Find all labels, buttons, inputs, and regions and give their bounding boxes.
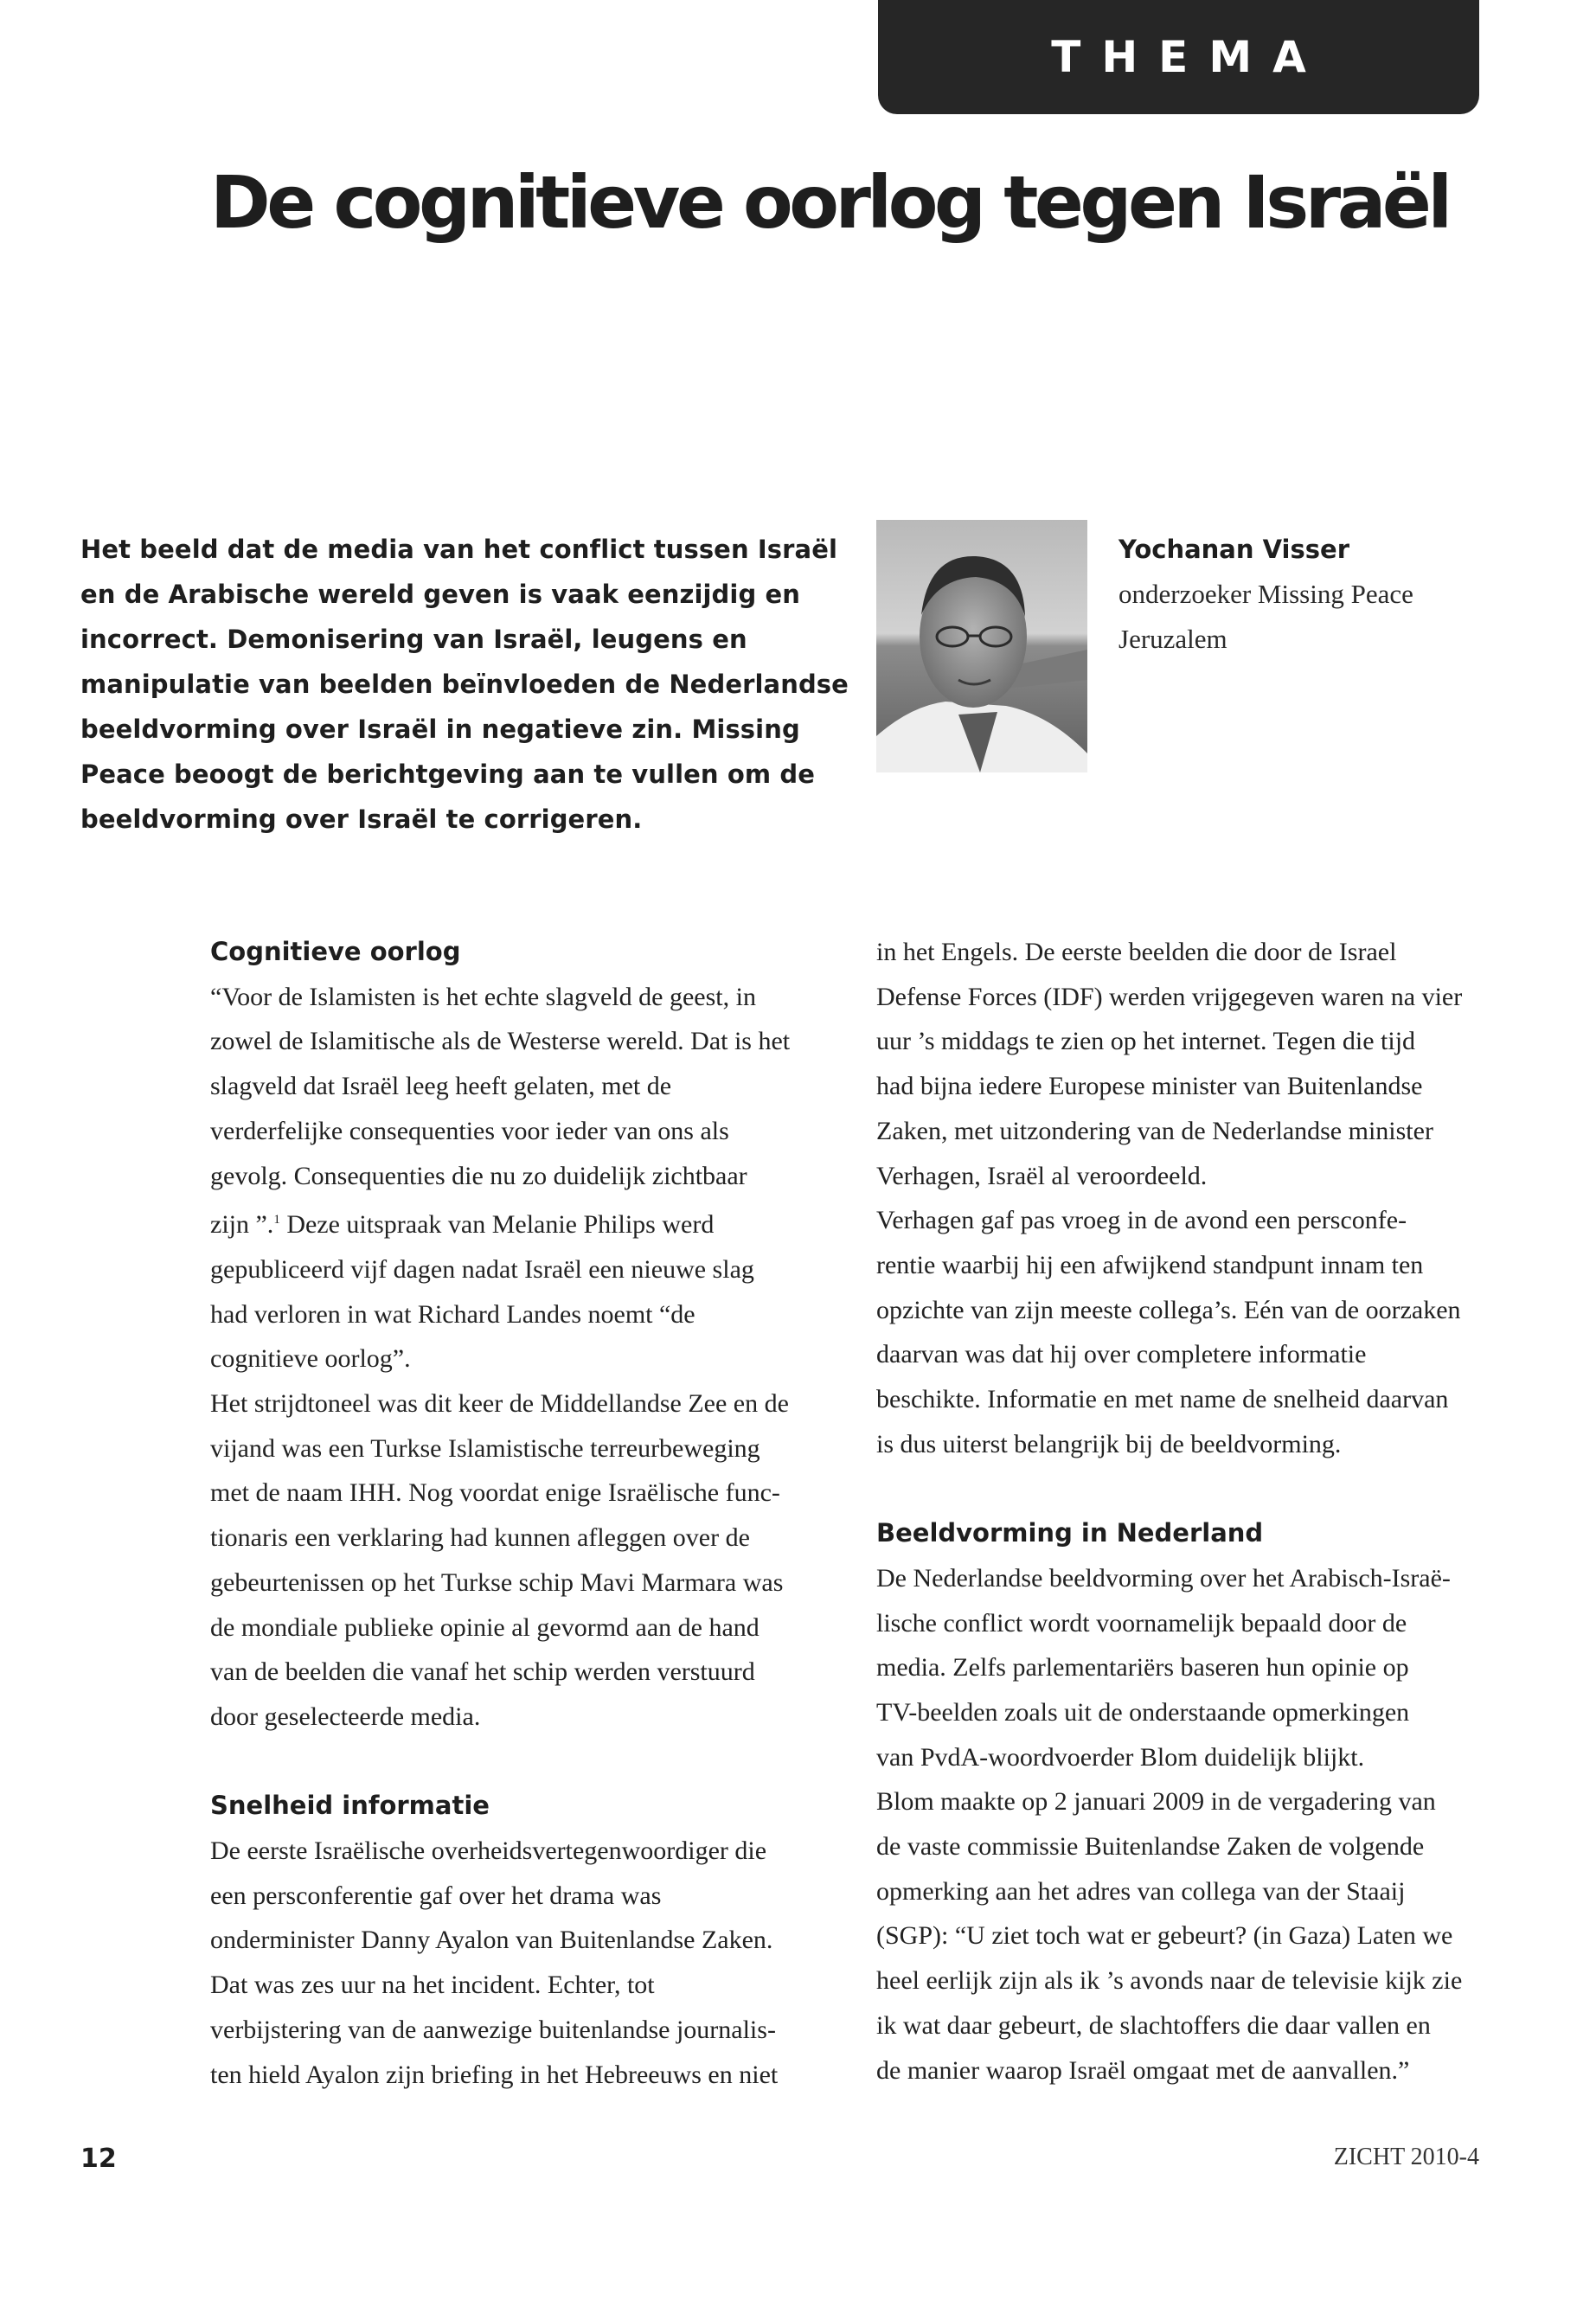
text-line: [210, 1247, 833, 1292]
text-line: [876, 1332, 1486, 1377]
text-line: [210, 1561, 833, 1606]
text-fragment: cognitieve oorlog”.: [210, 1344, 411, 1374]
text-fragment: gepubliceerd vijf dagen nadat Israël een nieuwe slag: [210, 1254, 754, 1284]
text-line: [876, 1288, 1486, 1333]
text-fragment: gevolg. Consequenties die nu zo duidelijk zichtbaar: [210, 1161, 747, 1190]
text-fragment: verderfelijke consequenties voor ieder van ons als: [210, 1116, 729, 1145]
body-column-right: [876, 930, 1486, 2093]
section-tab-label: THEMA: [1051, 32, 1327, 82]
lead-line: en de Arabische wereld geven is vaak eenzijdig en: [80, 580, 801, 609]
text-line: [876, 1824, 1486, 1869]
text-line: [210, 1109, 833, 1154]
text-line: [876, 1869, 1486, 1914]
text-fragment: een persconferentie gaf over het drama was: [210, 1881, 662, 1910]
text-fragment: ten hield Ayalon zijn briefing in het Hebreeuws en niet: [210, 2060, 779, 2089]
text-line: [876, 1377, 1486, 1422]
text-line: [210, 1154, 833, 1199]
article-title: De cognitieve oorlog tegen Israël: [210, 160, 1449, 245]
lead-line: Peace beoogt de berichtgeving aan te vullen om de: [80, 760, 816, 789]
text-line: [876, 1109, 1486, 1154]
text-line: [876, 1154, 1486, 1199]
text-line: [876, 1556, 1486, 1601]
text-line: [210, 2053, 833, 2098]
text-fragment: lische conflict wordt voornamelijk bepaald door de: [876, 1608, 1407, 1638]
text-fragment: daarvan was dat hij over completere informatie: [876, 1340, 1367, 1369]
text-line: [876, 1019, 1486, 1064]
text-fragment: had bijna iedere Europese minister van Buitenlandse: [876, 1072, 1423, 1101]
text-fragment: vijand was een Turkse Islamistische terreurbeweging: [210, 1433, 760, 1463]
text-fragment: Deze uitspraak van Melanie Philips werd: [279, 1210, 715, 1240]
text-line: [876, 930, 1486, 975]
text-fragment: De eerste Israëlische overheidsvertegenwoordiger die: [210, 1836, 767, 1866]
text-line: [210, 1874, 833, 1919]
text-fragment: uur ’s middags te zien op het internet. Tegen die tijd: [876, 1027, 1416, 1056]
text-line: [210, 1381, 833, 1426]
text-line: [210, 1829, 833, 1874]
text-line: [210, 1198, 833, 1247]
text-fragment: slagveld dat Israël leeg heeft gelaten, met de: [210, 1072, 672, 1101]
section-heading: Cognitieve oorlog: [210, 937, 461, 966]
lead-line: incorrect. Demonisering van Israël, leugens en: [80, 625, 747, 654]
text-fragment: Verhagen gaf pas vroeg in de avond een persconfe-: [876, 1206, 1407, 1235]
text-fragment: Het strijdtoneel was dit keer de Middellandse Zee en de: [210, 1389, 789, 1419]
text-fragment: media. Zelfs parlementariërs baseren hun opinie op: [876, 1653, 1409, 1682]
text-fragment: Dat was zes uur na het incident. Echter, tot: [210, 1971, 655, 2000]
text-fragment: (SGP): “U ziet toch wat er gebeurt? (in Gaza) Laten we: [876, 1921, 1453, 1951]
text-line: [210, 2008, 833, 2053]
text-line: [876, 1735, 1486, 1780]
text-line: [210, 1064, 833, 1109]
text-fragment: van PvdA-woordvoerder Blom duidelijk blijkt.: [876, 1742, 1365, 1772]
text-fragment: de mondiale publieke opinie al gevormd aan de hand: [210, 1612, 760, 1642]
text-fragment: Zaken, met uitzondering van de Nederlandse minister: [876, 1116, 1433, 1145]
text-line: [876, 1601, 1486, 1646]
text-fragment: met de naam IHH. Nog voordat enige Israëlische func-: [210, 1478, 780, 1508]
section-heading: Snelheid informatie: [210, 1791, 490, 1821]
text-line: [876, 1779, 1486, 1824]
text-fragment: gebeurtenissen op het Turkse schip Mavi Marmara was: [210, 1567, 784, 1597]
author-role: onderzoeker Missing Peace: [1118, 579, 1413, 609]
text-fragment: de manier waarop Israël omgaat met de aanvallen.”: [876, 2055, 1410, 2085]
text-line: [210, 1650, 833, 1695]
author-info: [1118, 527, 1413, 662]
text-line: [876, 1690, 1486, 1735]
text-fragment: tionaris een verklaring had kunnen afleggen over de: [210, 1523, 750, 1553]
lead-paragraph: [80, 527, 849, 842]
text-line: [210, 1516, 833, 1561]
text-line: [210, 1336, 833, 1381]
text-line: [876, 1243, 1486, 1288]
text-line: [210, 1963, 833, 2008]
text-fragment: De Nederlandse beeldvorming over het Arabisch-Israë-: [876, 1563, 1451, 1593]
author-name: Yochanan Visser: [1118, 535, 1349, 564]
text-fragment: Defense Forces (IDF) werden vrijgegeven waren na vier: [876, 982, 1463, 1011]
text-fragment: Blom maakte op 2 januari 2009 in de vergadering van: [876, 1787, 1436, 1817]
section-heading: Beeldvorming in Nederland: [876, 1518, 1264, 1548]
text-line: [876, 2003, 1486, 2048]
text-fragment: “Voor de Islamisten is het echte slagveld de geest, in: [210, 982, 756, 1011]
body-column-left: [210, 930, 833, 2097]
footnote-marker: 1: [273, 1213, 280, 1227]
paragraph-gap: [876, 1466, 1486, 1511]
journal-issue: ZICHT 2010-4: [1333, 2144, 1479, 2170]
text-fragment: verbijstering van de aanwezige buitenlandse journalis-: [210, 2015, 776, 2044]
text-fragment: in het Engels. De eerste beelden die door de Israel: [876, 938, 1397, 966]
text-fragment: van de beelden die vanaf het schip werden verstuurd: [210, 1657, 755, 1687]
text-fragment: door geselecteerde media.: [210, 1702, 481, 1731]
text-fragment: TV-beelden zoals uit de onderstaande opmerkingen: [876, 1697, 1410, 1727]
text-line: [210, 1471, 833, 1516]
text-line: [876, 1198, 1486, 1243]
text-line: [210, 1606, 833, 1650]
text-line: [876, 975, 1486, 1020]
text-fragment: zowel de Islamitische als de Westerse wereld. Dat is het: [210, 1027, 791, 1056]
lead-line: Het beeld dat de media van het conflict tussen Israël: [80, 535, 838, 564]
text-fragment: zijn ”.: [210, 1210, 274, 1240]
text-fragment: opmerking aan het adres van collega van der Staaij: [876, 1876, 1406, 1906]
text-fragment: onderminister Danny Ayalon van Buitenlandse Zaken.: [210, 1926, 773, 1955]
text-line: [876, 2048, 1486, 2093]
text-fragment: had verloren in wat Richard Landes noemt “de: [210, 1299, 695, 1329]
text-fragment: beschikte. Informatie en met name de snelheid daarvan: [876, 1385, 1449, 1414]
text-fragment: is dus uiterst belangrijk bij de beeldvorming.: [876, 1429, 1342, 1458]
text-line: [210, 1426, 833, 1471]
text-line: [876, 1645, 1486, 1690]
text-fragment: ik wat daar gebeurt, de slachtoffers die daar vallen en: [876, 2010, 1431, 2040]
lead-line: beeldvorming over Israël in negatieve zin. Missing: [80, 715, 800, 744]
text-line: [876, 1958, 1486, 2003]
author-photo: [876, 520, 1087, 772]
text-line: [210, 1292, 833, 1337]
text-fragment: heel eerlijk zijn als ik ’s avonds naar de televisie kijk zie: [876, 1966, 1463, 1996]
text-line: [210, 1019, 833, 1064]
text-line: [210, 1918, 833, 1963]
text-fragment: opzichte van zijn meeste collega’s. Eén van de oorzaken: [876, 1295, 1461, 1324]
text-line: [876, 1913, 1486, 1958]
text-fragment: Verhagen, Israël al veroordeeld.: [876, 1161, 1208, 1190]
text-line: [210, 975, 833, 1020]
text-line: [210, 1695, 833, 1740]
text-fragment: rentie waarbij hij een afwijkend standpunt innam ten: [876, 1250, 1424, 1279]
paragraph-gap: [210, 1740, 833, 1785]
text-line: [876, 1064, 1486, 1109]
section-tab: [878, 0, 1479, 114]
lead-line: manipulatie van beelden beïnvloeden de Nederlandse: [80, 670, 849, 699]
text-line: [876, 1422, 1486, 1467]
lead-line: beeldvorming over Israël te corrigeren.: [80, 804, 643, 834]
text-fragment: de vaste commissie Buitenlandse Zaken de volgende: [876, 1832, 1425, 1862]
author-location: Jeruzalem: [1118, 624, 1227, 654]
page-number: 12: [80, 2144, 117, 2174]
